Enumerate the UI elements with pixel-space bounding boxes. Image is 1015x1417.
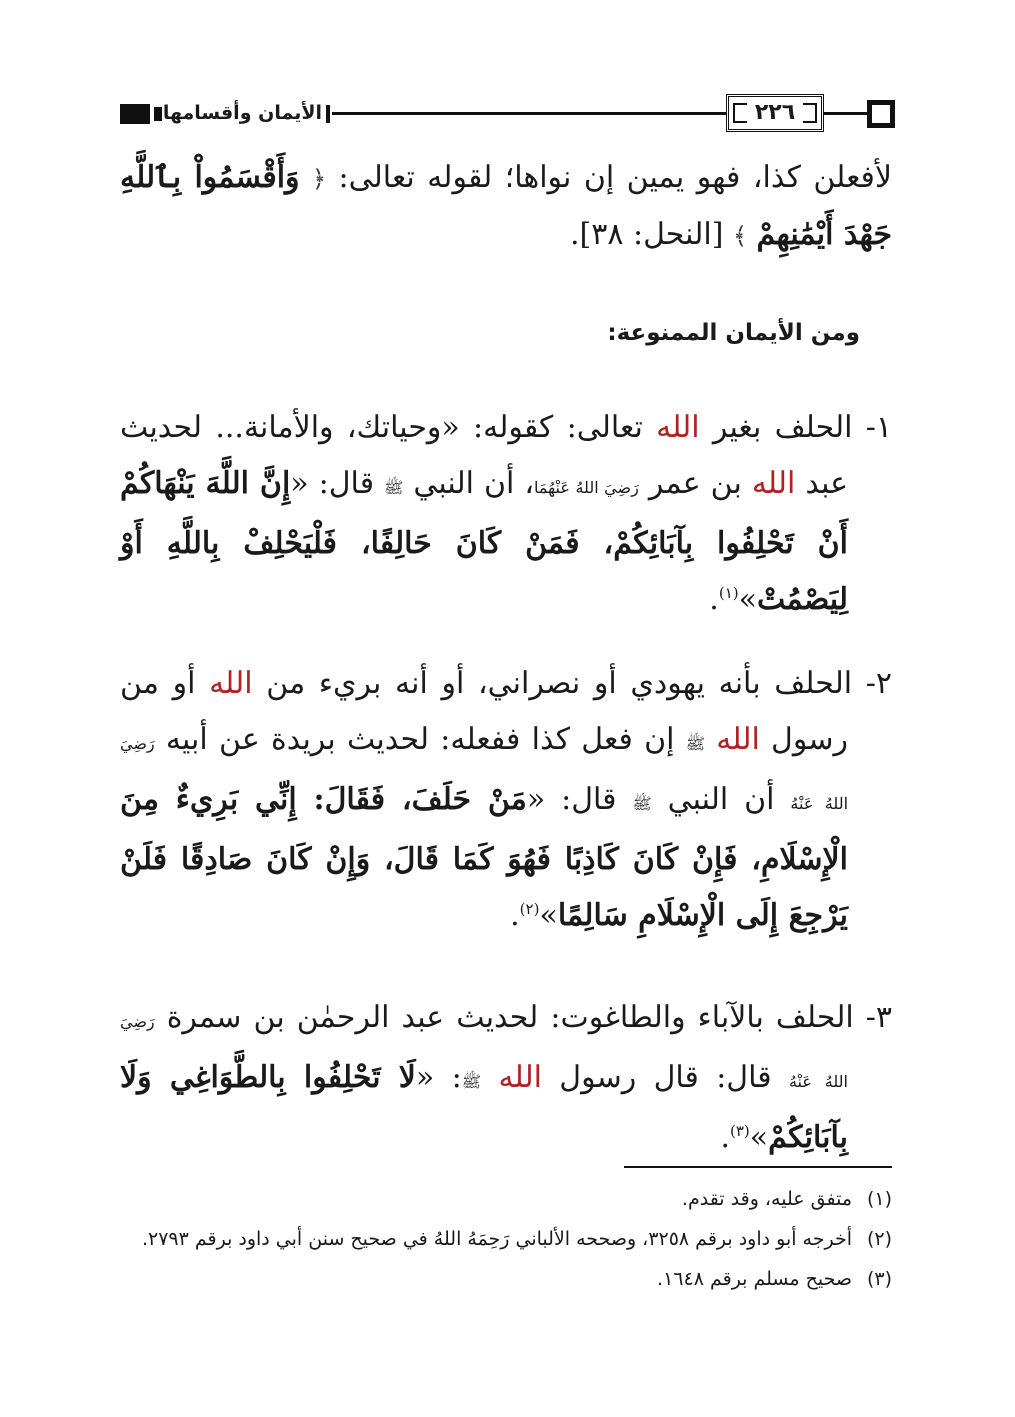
- text-run: ١- الحلف بغير: [699, 410, 893, 445]
- header-rule: [824, 112, 869, 115]
- honorific: ﷺ: [632, 794, 652, 813]
- text-run: .: [510, 898, 520, 933]
- text-run: ٢- الحلف بأنه يهودي أو نصراني، أو أنه بريء من: [252, 666, 892, 701]
- list-item-text: [120, 400, 892, 628]
- hadith-text: لَا تَحْلِفُوا بِالطَّوَاغِي وَلَا بِآبَائِكُمْ: [120, 1060, 848, 1155]
- section-heading: ومن الأيمان الممنوعة:: [607, 320, 860, 346]
- footnote: [120, 1262, 892, 1296]
- text-run: إن فعل كذا ففعله: لحديث بريدة عن أبيه: [154, 722, 686, 757]
- quran-bracket-close: ﴾: [732, 222, 747, 250]
- page-number-frame: [726, 94, 824, 132]
- list-item: [120, 400, 892, 628]
- text-run: »: [749, 1120, 769, 1155]
- divine-name: الله: [716, 722, 760, 757]
- text-run: : «: [415, 1060, 462, 1095]
- honorific: رَضِيَ اللهُ عَنْهُ: [120, 734, 849, 813]
- header-ornament-bar: [154, 107, 162, 121]
- text-run: .: [709, 582, 719, 617]
- verse-citation: [النحل: ٣٨].: [569, 217, 733, 252]
- hadith-text: مَنْ حَلَفَ، فَقَالَ: إِنِّي بَرِيءٌ مِنَ الْإِسْلَامِ، فَإِنْ كَانَ كَاذِبًا فَهُوَ كَمَا قَالَ، وَإِنْ كَانَ صَادِقًا فَلَنْ يَرْجِعَ إِلَى الْإِسْلَامِ سَالِمًا: [120, 782, 848, 933]
- footnotes: [120, 1182, 892, 1302]
- list-item-text: [120, 656, 892, 944]
- footnote: [120, 1182, 892, 1216]
- footnote-text: متفق عليه، وقد تقدم.: [681, 1188, 852, 1210]
- divine-name: الله: [656, 410, 700, 445]
- footnote-text: صحيح مسلم برقم ١٦٤٨.: [657, 1268, 852, 1290]
- footnote-number: (٣): [866, 1268, 892, 1290]
- list-item: [120, 656, 892, 944]
- footnote-text: أخرجه أبو داود برقم ٣٢٥٨، وصححه الألباني رَحِمَهُ اللهُ في صحيح سنن أبي داود برقم ٢٧٩٣.: [141, 1228, 852, 1250]
- footnote-ref: (٣): [729, 1122, 750, 1140]
- quran-bracket-open: ﴿: [312, 165, 327, 193]
- footnote-ref: (١): [718, 584, 739, 602]
- divine-name: الله: [498, 1060, 542, 1095]
- divine-name: الله: [751, 466, 796, 501]
- text-run: ٣- الحلف بالآباء والطاغوت: لحديث عبد الرحمٰن بن سمرة: [154, 1000, 892, 1035]
- intro-text: لأفعلن كذا، فهو يمين إن نواها؛ لقوله تعالى:: [326, 160, 893, 195]
- honorific: ﷺ: [384, 478, 404, 497]
- header-ornament-bar: [326, 105, 330, 123]
- footnote-rule: [624, 1166, 892, 1168]
- text-run: قال: قال رسول: [541, 1060, 789, 1095]
- header-ornament-right: [867, 100, 895, 128]
- chapter-title: الأيمان وأقسامها: [162, 102, 322, 124]
- divine-name: الله: [209, 666, 253, 701]
- text-run: أو من رسول: [120, 666, 848, 757]
- intro-paragraph: [120, 150, 892, 264]
- header-ornament-left: [120, 104, 150, 124]
- header-rule: [332, 112, 726, 115]
- text-run: تعالى: كقوله: «وحياتك، والأمانة... لحديث عبد: [120, 410, 849, 501]
- text-run: قال: «: [526, 782, 633, 817]
- frame-ornament: [733, 103, 747, 123]
- text-run: .: [720, 1120, 730, 1155]
- text-run: ، أن النبي: [403, 466, 535, 501]
- quran-verse: وَأَقْسَمُواْ بِٱللَّهِ جَهْدَ أَيْمَٰنِهِمْ: [120, 160, 892, 252]
- footnote-ref: (٢): [519, 900, 540, 918]
- footnote: [120, 1222, 892, 1256]
- running-header: [120, 92, 895, 136]
- footnote-number: (٢): [866, 1228, 892, 1250]
- footnote-number: (١): [866, 1188, 892, 1210]
- list-item: [120, 990, 892, 1166]
- honorific: رَضِيَ اللهُ عَنْهُ: [120, 1012, 849, 1091]
- hadith-text: إِنَّ اللَّهَ يَنْهَاكُمْ أَنْ تَحْلِفُوا بِآبَائِكُمْ، فَمَنْ كَانَ حَالِفًا، فَلْيَحْلِفْ بِاللَّهِ أَوْ لِيَصْمُتْ: [120, 466, 848, 617]
- list-item-text: [120, 990, 892, 1166]
- honorific: ﷺ: [685, 734, 706, 753]
- text-run: »: [539, 898, 558, 933]
- text-run: قال: «: [290, 466, 385, 501]
- honorific: رَضِيَ اللهُ عَنْهُمَا: [534, 478, 639, 497]
- page-number: ٢٢٦: [754, 100, 796, 125]
- text-run: »: [738, 582, 757, 617]
- frame-ornament: [803, 103, 817, 123]
- text-run: بن عمر: [638, 466, 752, 501]
- honorific: ﷺ: [461, 1072, 482, 1091]
- text-run: أن النبي: [651, 782, 791, 817]
